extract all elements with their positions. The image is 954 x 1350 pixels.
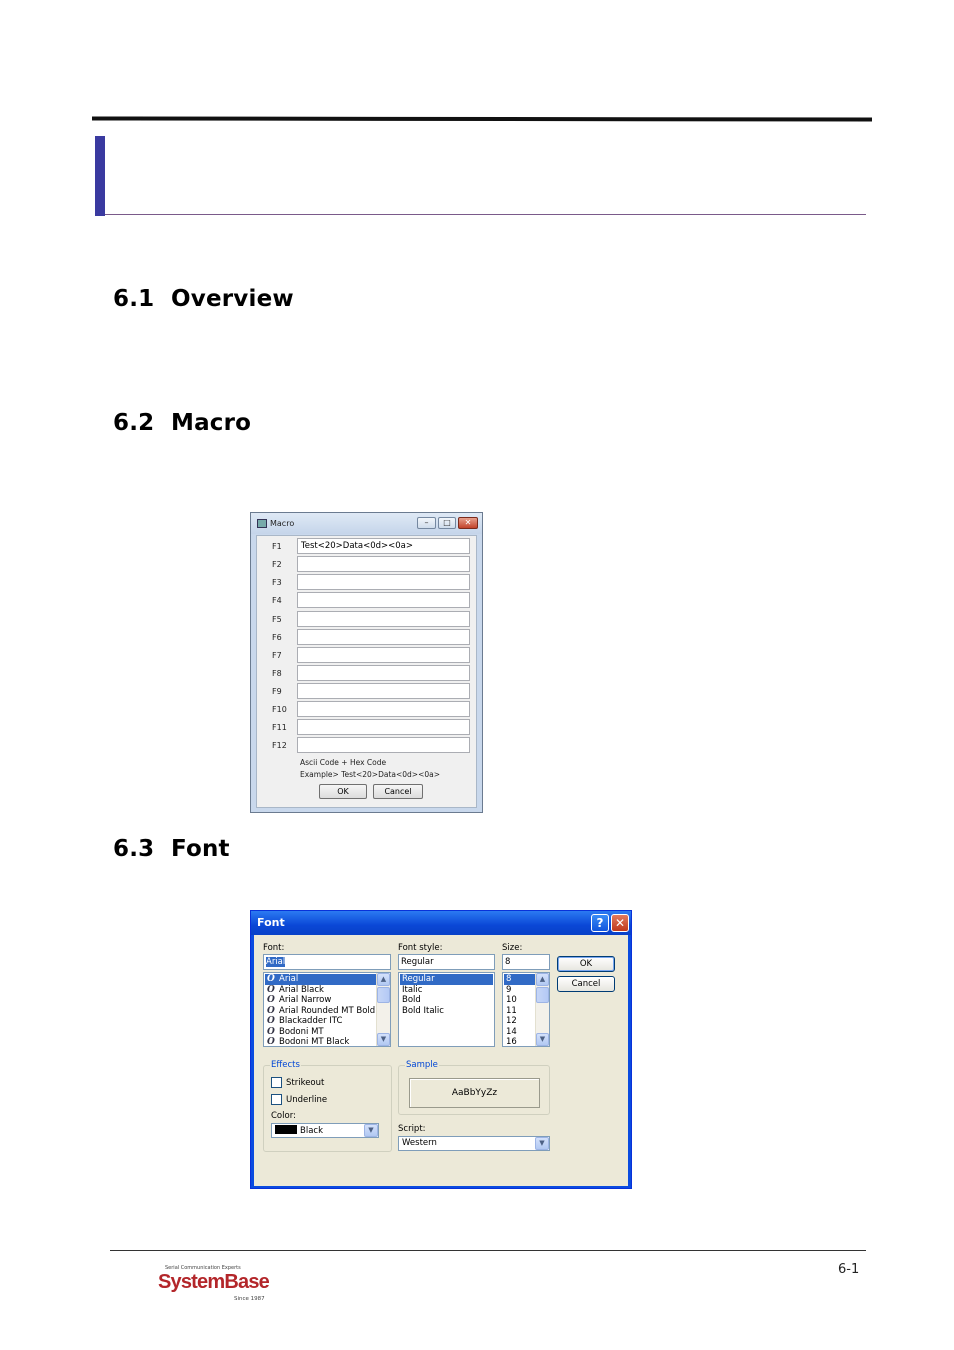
window-title: Macro	[270, 519, 295, 528]
list-item[interactable]: 14	[506, 1026, 517, 1037]
macro-row-f9	[257, 683, 478, 699]
macro-key-label: F10	[272, 705, 287, 714]
list-item[interactable]: Bold	[402, 995, 421, 1005]
section-heading-font	[113, 836, 230, 862]
chevron-down-icon[interactable]: ▼	[535, 1137, 549, 1150]
section-title: Font	[171, 836, 230, 862]
macro-key-label: F3	[272, 578, 282, 587]
list-item[interactable]: 12	[506, 1016, 517, 1026]
macro-key-label: F4	[272, 596, 282, 605]
macro-input-f2[interactable]	[297, 556, 470, 572]
macro-key-label: F7	[272, 651, 282, 660]
logo-tagline: Serial Communication Experts	[165, 1265, 241, 1271]
list-item[interactable]: 9	[506, 984, 512, 995]
size-list[interactable]	[502, 972, 550, 1047]
list-item[interactable]: 16	[506, 1037, 517, 1047]
macro-input-f1[interactable]: Test<20>Data<0d><0a>	[297, 538, 470, 554]
strikeout-checkbox[interactable]	[271, 1077, 282, 1088]
script-select[interactable]	[398, 1136, 550, 1151]
color-value: Black	[300, 1126, 323, 1136]
truetype-icon: O	[267, 974, 275, 984]
macro-row-f8	[257, 665, 478, 681]
section-title: Overview	[171, 286, 294, 312]
macro-window	[250, 512, 483, 813]
macro-input-f6[interactable]	[297, 629, 470, 645]
scroll-up-icon[interactable]: ▲	[377, 973, 390, 986]
list-item[interactable]: O Arial Narrow	[267, 995, 332, 1005]
macro-key-label: F9	[272, 687, 282, 696]
font-name-value: Arial	[266, 957, 286, 967]
effects-group	[263, 1060, 392, 1152]
font-cancel-button[interactable]: Cancel	[557, 976, 615, 992]
macro-input-f4[interactable]	[297, 592, 470, 608]
font-name-list[interactable]	[263, 972, 391, 1047]
size-label: Size:	[502, 943, 523, 953]
macro-key-label: F12	[272, 741, 287, 750]
scroll-up-icon[interactable]: ▲	[536, 973, 549, 986]
macro-client-area	[256, 535, 477, 808]
list-item[interactable]: O Arial	[265, 974, 376, 985]
macro-key-label: F6	[272, 633, 282, 642]
macro-key-label: F8	[272, 669, 282, 678]
sample-label: Sample	[406, 1060, 438, 1070]
scroll-thumb[interactable]	[377, 987, 390, 1003]
truetype-icon: O	[267, 984, 275, 995]
macro-key-label: F2	[272, 560, 282, 569]
script-label: Script:	[398, 1124, 426, 1134]
color-select[interactable]	[271, 1123, 379, 1138]
macro-row-f3	[257, 574, 478, 590]
macro-key-label: F11	[272, 723, 287, 732]
font-style-list[interactable]	[398, 972, 495, 1047]
font-dialog	[250, 910, 632, 1189]
section-number: 6.3	[113, 836, 155, 862]
systembase-logo	[148, 1263, 278, 1307]
truetype-icon: O	[267, 1026, 275, 1037]
list-item[interactable]: Italic	[402, 984, 423, 995]
list-item[interactable]: 8	[504, 974, 535, 985]
macro-input-f8[interactable]	[297, 665, 470, 681]
macro-row-f5	[257, 611, 478, 627]
color-label: Color:	[271, 1111, 296, 1121]
macro-input-f12[interactable]	[297, 737, 470, 753]
top-rule	[92, 116, 872, 121]
macro-row-f1	[257, 538, 478, 554]
macro-row-f2	[257, 556, 478, 572]
macro-row-f12	[257, 737, 478, 753]
font-ok-button[interactable]: OK	[557, 956, 615, 972]
size-list-scrollbar[interactable]	[535, 973, 549, 1046]
list-item[interactable]: 10	[506, 995, 517, 1005]
macro-input-f3[interactable]	[297, 574, 470, 590]
macro-note-format: Ascii Code + Hex Code	[300, 758, 387, 767]
macro-row-f11	[257, 719, 478, 735]
truetype-icon: O	[267, 1005, 275, 1016]
scroll-thumb[interactable]	[536, 987, 549, 1003]
macro-key-label: F1	[272, 542, 282, 551]
dialog-title: Font	[257, 916, 285, 929]
chapter-accent-bar	[95, 136, 105, 216]
macro-row-f4	[257, 592, 478, 608]
truetype-icon: O	[267, 1037, 275, 1047]
list-item[interactable]: 11	[506, 1005, 517, 1016]
sample-group	[398, 1060, 550, 1115]
sample-preview: AaBbYyZz	[409, 1078, 540, 1108]
font-name-input[interactable]	[263, 954, 391, 970]
page-number: 6-1	[838, 1262, 860, 1277]
logo-name: SystemBase	[158, 1271, 269, 1293]
list-item[interactable]: O Bodoni MT Black	[267, 1037, 350, 1047]
size-input[interactable]: 8	[502, 954, 550, 970]
section-title: Macro	[171, 410, 252, 436]
macro-input-f5[interactable]	[297, 611, 470, 627]
color-swatch	[275, 1125, 297, 1134]
macro-key-label: F5	[272, 615, 282, 624]
section-number: 6.2	[113, 410, 155, 436]
close-icon[interactable]: ✕	[458, 517, 478, 529]
font-style-input[interactable]: Regular	[398, 954, 495, 970]
section-number: 6.1	[113, 286, 155, 312]
macro-note-example: Example> Test<20>Data<0d><0a>	[300, 770, 441, 779]
macro-ok-button[interactable]: OK	[319, 784, 367, 799]
font-title-bar[interactable]	[251, 911, 631, 935]
font-client-area	[254, 935, 628, 1186]
section-heading-overview	[113, 286, 294, 312]
list-item[interactable]: O Arial Black	[267, 984, 324, 995]
script-value: Western	[402, 1138, 437, 1148]
list-item[interactable]: O Bodoni MT	[267, 1026, 324, 1037]
list-item[interactable]: O Arial Rounded MT Bold	[267, 1005, 376, 1016]
macro-cancel-button[interactable]: Cancel	[373, 784, 423, 799]
macro-input-f11[interactable]	[297, 719, 470, 735]
footer-rule	[110, 1250, 866, 1251]
font-style-label: Font style:	[398, 943, 443, 953]
macro-row-f6	[257, 629, 478, 645]
strikeout-label: Strikeout	[286, 1078, 325, 1088]
help-icon[interactable]: ?	[591, 914, 609, 932]
minimize-icon[interactable]: –	[417, 517, 436, 529]
app-icon	[257, 519, 267, 528]
underline-checkbox[interactable]	[271, 1094, 282, 1105]
underline-label: Underline	[286, 1095, 328, 1105]
font-list-scrollbar[interactable]	[376, 973, 390, 1046]
macro-input-f7[interactable]	[297, 647, 470, 663]
list-item[interactable]: O Blackadder ITC	[267, 1016, 343, 1026]
logo-since: Since 1987	[234, 1296, 265, 1302]
truetype-icon: O	[267, 1016, 275, 1026]
scroll-down-icon[interactable]: ▼	[536, 1033, 549, 1046]
macro-input-f9[interactable]	[297, 683, 470, 699]
chevron-down-icon[interactable]: ▼	[364, 1124, 378, 1137]
macro-input-f10[interactable]	[297, 701, 470, 717]
list-item[interactable]: Bold Italic	[402, 1005, 444, 1016]
macro-title-bar[interactable]	[251, 513, 482, 534]
close-icon[interactable]: ✕	[611, 914, 629, 932]
truetype-icon: O	[267, 995, 275, 1005]
chapter-underline	[105, 214, 866, 215]
scroll-down-icon[interactable]: ▼	[377, 1033, 390, 1046]
maximize-icon[interactable]: □	[438, 517, 456, 529]
section-heading-macro	[113, 410, 251, 436]
effects-label: Effects	[271, 1060, 300, 1070]
macro-row-f7	[257, 647, 478, 663]
font-label: Font:	[263, 943, 285, 953]
macro-row-f10	[257, 701, 478, 717]
list-item[interactable]: Regular	[400, 974, 493, 985]
